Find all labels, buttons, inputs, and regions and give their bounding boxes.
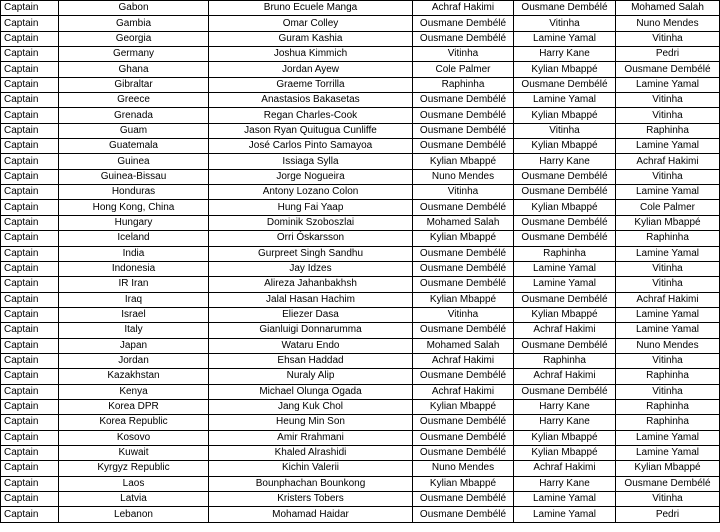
role-cell: Captain (1, 139, 59, 154)
third-vote-cell: Lamine Yamal (616, 185, 720, 200)
third-vote-cell: Raphinha (616, 399, 720, 414)
captain-name-cell: Issiaga Sylla (209, 154, 413, 169)
table-row (1, 47, 720, 62)
third-vote-cell: Vitinha (616, 261, 720, 276)
role-cell: Captain (1, 492, 59, 507)
table-row (1, 77, 720, 92)
third-vote-cell: Kylian Mbappé (616, 215, 720, 230)
second-vote-cell: Ousmane Dembélé (514, 292, 616, 307)
captain-name-cell: Eliezer Dasa (209, 307, 413, 322)
second-vote-cell: Ousmane Dembélé (514, 215, 616, 230)
third-vote-cell: Lamine Yamal (616, 246, 720, 261)
table-row (1, 215, 720, 230)
second-vote-cell: Raphinha (514, 246, 616, 261)
third-vote-cell: Vitinha (616, 31, 720, 46)
role-cell: Captain (1, 307, 59, 322)
country-cell: IR Iran (59, 277, 209, 292)
role-cell: Captain (1, 415, 59, 430)
captain-name-cell: Wataru Endo (209, 338, 413, 353)
third-vote-cell: Lamine Yamal (616, 77, 720, 92)
captain-name-cell: Jorge Nogueira (209, 169, 413, 184)
country-cell: Jordan (59, 353, 209, 368)
captain-name-cell: Anastasios Bakasetas (209, 93, 413, 108)
first-vote-cell: Ousmane Dembélé (413, 445, 514, 460)
country-cell: Kuwait (59, 445, 209, 460)
captain-name-cell: José Carlos Pinto Samayoa (209, 139, 413, 154)
table-row (1, 353, 720, 368)
captain-name-cell: Alireza Jahanbakhsh (209, 277, 413, 292)
third-vote-cell: Vitinha (616, 93, 720, 108)
country-cell: Laos (59, 476, 209, 491)
role-cell: Captain (1, 47, 59, 62)
first-vote-cell: Vitinha (413, 307, 514, 322)
first-vote-cell: Raphinha (413, 77, 514, 92)
third-vote-cell: Pedri (616, 507, 720, 522)
table-row (1, 123, 720, 138)
table-row (1, 277, 720, 292)
third-vote-cell: Raphinha (616, 123, 720, 138)
table-row (1, 200, 720, 215)
first-vote-cell: Kylian Mbappé (413, 399, 514, 414)
country-cell: Hong Kong, China (59, 200, 209, 215)
first-vote-cell: Achraf Hakimi (413, 384, 514, 399)
country-cell: Honduras (59, 185, 209, 200)
role-cell: Captain (1, 261, 59, 276)
table-row (1, 93, 720, 108)
captain-name-cell: Gurpreet Singh Sandhu (209, 246, 413, 261)
captain-name-cell: Michael Olunga Ogada (209, 384, 413, 399)
second-vote-cell: Achraf Hakimi (514, 461, 616, 476)
second-vote-cell: Lamine Yamal (514, 261, 616, 276)
first-vote-cell: Ousmane Dembélé (413, 16, 514, 31)
second-vote-cell: Ousmane Dembélé (514, 1, 616, 16)
first-vote-cell: Vitinha (413, 47, 514, 62)
role-cell: Captain (1, 77, 59, 92)
role-cell: Captain (1, 200, 59, 215)
captain-name-cell: Joshua Kimmich (209, 47, 413, 62)
third-vote-cell: Kylian Mbappé (616, 461, 720, 476)
table-row (1, 139, 720, 154)
third-vote-cell: Achraf Hakimi (616, 292, 720, 307)
second-vote-cell: Kylian Mbappé (514, 108, 616, 123)
first-vote-cell: Mohamed Salah (413, 338, 514, 353)
country-cell: India (59, 246, 209, 261)
third-vote-cell: Ousmane Dembélé (616, 476, 720, 491)
second-vote-cell: Vitinha (514, 123, 616, 138)
country-cell: Guinea-Bissau (59, 169, 209, 184)
second-vote-cell: Kylian Mbappé (514, 307, 616, 322)
second-vote-cell: Lamine Yamal (514, 277, 616, 292)
table-row (1, 445, 720, 460)
country-cell: Kosovo (59, 430, 209, 445)
third-vote-cell: Lamine Yamal (616, 139, 720, 154)
country-cell: Germany (59, 47, 209, 62)
role-cell: Captain (1, 445, 59, 460)
first-vote-cell: Nuno Mendes (413, 461, 514, 476)
country-cell: Iceland (59, 231, 209, 246)
second-vote-cell: Lamine Yamal (514, 507, 616, 522)
first-vote-cell: Nuno Mendes (413, 169, 514, 184)
first-vote-cell: Ousmane Dembélé (413, 507, 514, 522)
second-vote-cell: Kylian Mbappé (514, 430, 616, 445)
second-vote-cell: Harry Kane (514, 399, 616, 414)
table-row (1, 169, 720, 184)
captain-name-cell: Kristers Tobers (209, 492, 413, 507)
second-vote-cell: Ousmane Dembélé (514, 231, 616, 246)
second-vote-cell: Ousmane Dembélé (514, 77, 616, 92)
captain-name-cell: Dominik Szoboszlai (209, 215, 413, 230)
role-cell: Captain (1, 507, 59, 522)
second-vote-cell: Harry Kane (514, 476, 616, 491)
table-row (1, 430, 720, 445)
third-vote-cell: Achraf Hakimi (616, 154, 720, 169)
table-row (1, 231, 720, 246)
first-vote-cell: Ousmane Dembélé (413, 261, 514, 276)
role-cell: Captain (1, 246, 59, 261)
captain-name-cell: Jordan Ayew (209, 62, 413, 77)
country-cell: Guatemala (59, 139, 209, 154)
role-cell: Captain (1, 185, 59, 200)
country-cell: Greece (59, 93, 209, 108)
captain-name-cell: Mohamad Haidar (209, 507, 413, 522)
third-vote-cell: Lamine Yamal (616, 445, 720, 460)
first-vote-cell: Ousmane Dembélé (413, 369, 514, 384)
role-cell: Captain (1, 323, 59, 338)
table-row (1, 261, 720, 276)
role-cell: Captain (1, 353, 59, 368)
country-cell: Kenya (59, 384, 209, 399)
country-cell: Hungary (59, 215, 209, 230)
captain-name-cell: Guram Kashia (209, 31, 413, 46)
third-vote-cell: Vitinha (616, 384, 720, 399)
country-cell: Guam (59, 123, 209, 138)
first-vote-cell: Ousmane Dembélé (413, 31, 514, 46)
table-row (1, 31, 720, 46)
table-row (1, 476, 720, 491)
first-vote-cell: Kylian Mbappé (413, 292, 514, 307)
country-cell: Korea DPR (59, 399, 209, 414)
second-vote-cell: Kylian Mbappé (514, 139, 616, 154)
country-cell: Gambia (59, 16, 209, 31)
role-cell: Captain (1, 277, 59, 292)
third-vote-cell: Raphinha (616, 231, 720, 246)
captain-name-cell: Orri Óskarsson (209, 231, 413, 246)
third-vote-cell: Lamine Yamal (616, 323, 720, 338)
table-row (1, 461, 720, 476)
table-row (1, 154, 720, 169)
role-cell: Captain (1, 461, 59, 476)
third-vote-cell: Lamine Yamal (616, 430, 720, 445)
table-row (1, 492, 720, 507)
role-cell: Captain (1, 108, 59, 123)
role-cell: Captain (1, 93, 59, 108)
country-cell: Latvia (59, 492, 209, 507)
role-cell: Captain (1, 62, 59, 77)
second-vote-cell: Lamine Yamal (514, 93, 616, 108)
first-vote-cell: Vitinha (413, 185, 514, 200)
second-vote-cell: Achraf Hakimi (514, 369, 616, 384)
table-row (1, 507, 720, 522)
country-cell: Korea Republic (59, 415, 209, 430)
country-cell: Japan (59, 338, 209, 353)
third-vote-cell: Lamine Yamal (616, 307, 720, 322)
country-cell: Gabon (59, 1, 209, 16)
captain-name-cell: Regan Charles-Cook (209, 108, 413, 123)
table-row (1, 384, 720, 399)
captain-name-cell: Antony Lozano Colon (209, 185, 413, 200)
third-vote-cell: Vitinha (616, 492, 720, 507)
second-vote-cell: Harry Kane (514, 154, 616, 169)
second-vote-cell: Lamine Yamal (514, 492, 616, 507)
captain-name-cell: Khaled Alrashidi (209, 445, 413, 460)
third-vote-cell: Raphinha (616, 415, 720, 430)
first-vote-cell: Cole Palmer (413, 62, 514, 77)
country-cell: Kazakhstan (59, 369, 209, 384)
country-cell: Kyrgyz Republic (59, 461, 209, 476)
country-cell: Israel (59, 307, 209, 322)
captain-name-cell: Jalal Hasan Hachim (209, 292, 413, 307)
table-row (1, 292, 720, 307)
captain-name-cell: Ehsan Haddad (209, 353, 413, 368)
third-vote-cell: Nuno Mendes (616, 16, 720, 31)
second-vote-cell: Achraf Hakimi (514, 323, 616, 338)
captain-name-cell: Bruno Ecuele Manga (209, 1, 413, 16)
third-vote-cell: Ousmane Dembélé (616, 62, 720, 77)
second-vote-cell: Kylian Mbappé (514, 445, 616, 460)
country-cell: Lebanon (59, 507, 209, 522)
second-vote-cell: Ousmane Dembélé (514, 384, 616, 399)
role-cell: Captain (1, 430, 59, 445)
role-cell: Captain (1, 384, 59, 399)
table-row (1, 108, 720, 123)
role-cell: Captain (1, 399, 59, 414)
captain-name-cell: Jay Idzes (209, 261, 413, 276)
role-cell: Captain (1, 338, 59, 353)
first-vote-cell: Kylian Mbappé (413, 476, 514, 491)
captain-name-cell: Graeme Torrilla (209, 77, 413, 92)
role-cell: Captain (1, 1, 59, 16)
captain-name-cell: Bounphachan Bounkong (209, 476, 413, 491)
first-vote-cell: Kylian Mbappé (413, 154, 514, 169)
second-vote-cell: Ousmane Dembélé (514, 338, 616, 353)
third-vote-cell: Cole Palmer (616, 200, 720, 215)
country-cell: Grenada (59, 108, 209, 123)
first-vote-cell: Ousmane Dembélé (413, 323, 514, 338)
third-vote-cell: Vitinha (616, 277, 720, 292)
third-vote-cell: Pedri (616, 47, 720, 62)
captain-name-cell: Omar Colley (209, 16, 413, 31)
third-vote-cell: Mohamed Salah (616, 1, 720, 16)
first-vote-cell: Ousmane Dembélé (413, 139, 514, 154)
country-cell: Iraq (59, 292, 209, 307)
country-cell: Ghana (59, 62, 209, 77)
second-vote-cell: Kylian Mbappé (514, 62, 616, 77)
table-row (1, 369, 720, 384)
first-vote-cell: Kylian Mbappé (413, 231, 514, 246)
captain-name-cell: Jang Kuk Chol (209, 399, 413, 414)
role-cell: Captain (1, 31, 59, 46)
captain-name-cell: Hung Fai Yaap (209, 200, 413, 215)
role-cell: Captain (1, 369, 59, 384)
second-vote-cell: Vitinha (514, 16, 616, 31)
role-cell: Captain (1, 292, 59, 307)
captain-name-cell: Jason Ryan Quitugua Cunliffe (209, 123, 413, 138)
table-row (1, 16, 720, 31)
first-vote-cell: Ousmane Dembélé (413, 246, 514, 261)
table-row (1, 307, 720, 322)
table-row (1, 62, 720, 77)
table-row (1, 415, 720, 430)
first-vote-cell: Ousmane Dembélé (413, 430, 514, 445)
captain-name-cell: Amir Rrahmani (209, 430, 413, 445)
second-vote-cell: Harry Kane (514, 415, 616, 430)
table-row (1, 323, 720, 338)
third-vote-cell: Raphinha (616, 369, 720, 384)
table-row (1, 1, 720, 16)
country-cell: Guinea (59, 154, 209, 169)
second-vote-cell: Raphinha (514, 353, 616, 368)
first-vote-cell: Achraf Hakimi (413, 353, 514, 368)
role-cell: Captain (1, 215, 59, 230)
second-vote-cell: Lamine Yamal (514, 31, 616, 46)
country-cell: Italy (59, 323, 209, 338)
first-vote-cell: Mohamed Salah (413, 215, 514, 230)
first-vote-cell: Ousmane Dembélé (413, 123, 514, 138)
captain-name-cell: Gianluigi Donnarumma (209, 323, 413, 338)
table-row (1, 246, 720, 261)
table-row (1, 338, 720, 353)
third-vote-cell: Vitinha (616, 108, 720, 123)
second-vote-cell: Ousmane Dembélé (514, 169, 616, 184)
table-body (1, 1, 720, 523)
first-vote-cell: Ousmane Dembélé (413, 415, 514, 430)
first-vote-cell: Ousmane Dembélé (413, 108, 514, 123)
role-cell: Captain (1, 154, 59, 169)
first-vote-cell: Ousmane Dembélé (413, 277, 514, 292)
captain-name-cell: Nuraly Alip (209, 369, 413, 384)
third-vote-cell: Vitinha (616, 169, 720, 184)
captain-name-cell: Kichin Valerii (209, 461, 413, 476)
role-cell: Captain (1, 16, 59, 31)
third-vote-cell: Vitinha (616, 353, 720, 368)
role-cell: Captain (1, 123, 59, 138)
captain-name-cell: Heung Min Son (209, 415, 413, 430)
second-vote-cell: Harry Kane (514, 47, 616, 62)
first-vote-cell: Ousmane Dembélé (413, 93, 514, 108)
country-cell: Gibraltar (59, 77, 209, 92)
first-vote-cell: Achraf Hakimi (413, 1, 514, 16)
role-cell: Captain (1, 231, 59, 246)
second-vote-cell: Kylian Mbappé (514, 200, 616, 215)
first-vote-cell: Ousmane Dembélé (413, 492, 514, 507)
second-vote-cell: Ousmane Dembélé (514, 185, 616, 200)
table-row (1, 399, 720, 414)
role-cell: Captain (1, 476, 59, 491)
country-cell: Georgia (59, 31, 209, 46)
third-vote-cell: Nuno Mendes (616, 338, 720, 353)
country-cell: Indonesia (59, 261, 209, 276)
first-vote-cell: Ousmane Dembélé (413, 200, 514, 215)
table-row (1, 185, 720, 200)
role-cell: Captain (1, 169, 59, 184)
